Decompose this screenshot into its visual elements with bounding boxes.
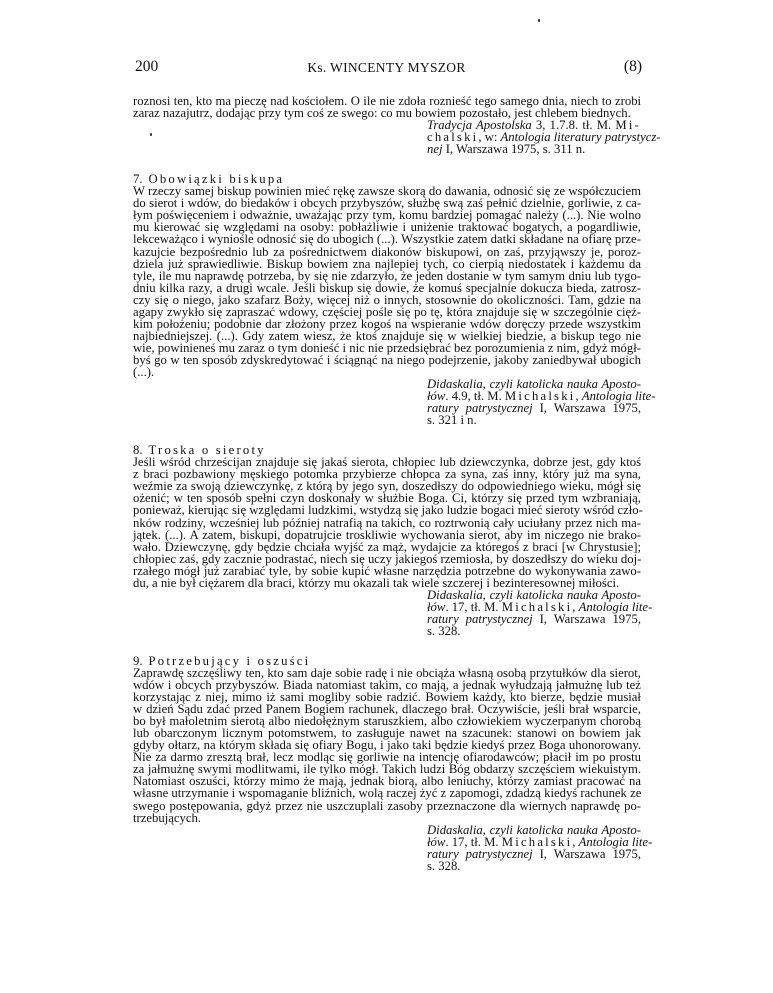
- text-line: kazujcie bezpośrednio lub za pośrednictwem diakonów biskupowi, on zaś, przyjąwszy je, poroz-: [133, 244, 641, 259]
- text-line: wdów i obcych przybyszów. Biada natomiast takim, co mają, a jednak wyłudzają jałmużnę lub też: [133, 678, 641, 693]
- citation-segment: I, Warszawa 1975,: [532, 846, 642, 861]
- text-line: lub obarczonym licznym potomstwem, to zasługuje nawet na szacunek: stanowi on bowiem jak: [133, 726, 641, 741]
- text-line: najbiedniejszej. (...). Gdy zatem wiesz, że ktoś znajduje się w wielkiej biedzie, a biskup tego nie: [133, 328, 641, 343]
- text-line: nków rodziny, wcześniej lub później natrafią na takich, co roztrwonią cały uciułany przez nich ma-: [133, 515, 641, 530]
- text-line: byś go w ten sposób zdyskredytować i ściągnąć na niego podejrzenie, jakoby zaniedbywał ubogich: [133, 352, 641, 367]
- text-line: du, a nie był ciężarem dla braci, którzy mu okazali tak wiele szczerej i bezinteresownej miłości.: [133, 575, 620, 590]
- citation-segment: Antologia lite-: [581, 389, 656, 404]
- text-line: korzystając z niej, mimo iż sami mogliby sobie radzić. Bowiem każdy, kto bierze, będzie musiał: [133, 690, 641, 705]
- section-heading-number: 7.: [133, 172, 143, 187]
- citation-segment: Didaskalia, czyli katolicka nauka Aposto-: [427, 587, 641, 602]
- section-heading-title: Obowiązki biskupa: [148, 172, 285, 187]
- text-line: gdyby ołtarz, na którym składa się ofiary Bogu, i jako taki będzie kiedyś przez Boga uhonorowany.: [133, 738, 642, 753]
- citation-segment: s. 321 i n.: [427, 413, 477, 428]
- citation-segment: chalski: [427, 130, 479, 145]
- text-line: W rzeczy samej biskup powinien mieć rękę zawsze skorą do dawania, odnosić się ze współczuciem: [133, 184, 641, 199]
- text-line: chłopiec zaś, gdy zacznie podrastać, niech się uczy jakiegoś rzemiosła, by doszedłszy do wieku doj-: [133, 551, 642, 566]
- citation-segment: , w:: [478, 130, 501, 145]
- citation: [427, 822, 653, 873]
- text-line: bo był małoletnim sierotą albo niedołężnym staruszkiem, albo człowiekiem wyczerpanym chorobą: [133, 714, 641, 729]
- scan-speck: [538, 19, 540, 22]
- paragraph: [133, 185, 641, 378]
- section-heading-title: Potrzebujący i oszuści: [148, 653, 311, 668]
- citation-segment: Didaskalia, czyli katolicka nauka Aposto-: [427, 822, 641, 837]
- text-line: dniu kilka razy, a drugi wcale. Jeśli biskup się dowie, że komuś specjalnie dokucza bieda, zatrosz-: [133, 280, 642, 295]
- text-line: swego postępowania, gdyż przez nie uszczuplali zasoby przeznaczone dla wiernych naprawdę po-: [133, 798, 642, 813]
- citation-segment: Michalski: [504, 389, 576, 404]
- page-body: [133, 94, 661, 873]
- citation-segment: ,: [572, 599, 579, 614]
- text-line: ponieważ, kierując się względami ludzkimi, wstydzą się jako ludzie bogaci mieć sieroty wśród czło-: [133, 503, 643, 518]
- text-line: Jeśli wśród chrześcijan znajduje się jakaś sierota, chłopiec lub dziewczynka, dobrze jest, gdy ktoś: [133, 455, 642, 470]
- citation: [427, 587, 653, 638]
- citation-segment: . 17, tł. M.: [445, 599, 502, 614]
- citation-segment: Antologia lite-: [578, 599, 653, 614]
- text-line: czy się o niego, jako szafarz Boży, więcej niż o innych, stosownie do okoliczności. Tam, gdzie na: [133, 292, 641, 307]
- text-line: do sierot i wdów, do biedaków i obcych przybyszów, służbę swą zaś pełnić dzielnie, gorliwie, z ca-: [133, 196, 642, 211]
- citation-line: [427, 625, 641, 637]
- citation-segment: Michalski: [501, 599, 573, 614]
- citation-segment: łów: [427, 599, 446, 614]
- text-line: własne utrzymanie i wspomaganie bliźnich, wolą raczej żyć z zapomogi, zdadzą kiedyś rachunek ze: [133, 786, 642, 801]
- citation-segment: ,: [575, 389, 582, 404]
- text-line: trzebujących.: [133, 810, 201, 825]
- citation-segment: . 4.9, tł. M.: [445, 389, 505, 404]
- text-line: zaraz nazajutrz, dodając przy tym coś ze swego: co mu bowiem pozostało, jest chlebem biednych.: [133, 106, 631, 121]
- citation-segment: Didaskalia, czyli katolicka nauka Aposto-: [427, 377, 641, 392]
- citation-segment: ,: [572, 834, 579, 849]
- citation: [427, 118, 661, 157]
- text-line: agapy zwykło się zapraszać wdowy, częściej pośle się po tę, która znajduje się w szczególnie cięż-: [133, 304, 641, 319]
- citation-segment: s. 328.: [427, 858, 461, 873]
- citation-line: [427, 414, 641, 426]
- citation-segment: ratury patrystycznej: [427, 846, 533, 861]
- text-line: dziela już sprawiedliwie. Biskup bowiem zna najlepiej tych, co cierpią niedostatek i każdemu da: [133, 256, 642, 271]
- citation-segment: Antologia lite-: [578, 834, 653, 849]
- running-title: Ks. WINCENTY MYSZOR: [307, 60, 466, 75]
- page-number: 200: [135, 58, 159, 75]
- text-line: kim położeniu; podobnie dar złożony przez kogoś na wspieranie wdów doręczy przede wszystkim: [133, 316, 642, 331]
- citation-segment: nej: [427, 142, 443, 157]
- citation-segment: Antologia literatury patrystycz-: [500, 130, 661, 145]
- citation-segment: . 17, tł. M.: [445, 834, 502, 849]
- citation-segment: I, Warszawa 1975,: [532, 401, 642, 416]
- text-line: za jałmużnę swymi modlitwami, ile tylko mógł. Takich ludzi Bóg obdarzy szczęściem wiekuistym.: [133, 762, 642, 777]
- text-line: lekceważąco i wyniośle odnosić się do ubogich (...). Wszystkie zatem datki składane na ofiarę prze-: [133, 232, 641, 247]
- text-line: (...).: [133, 364, 155, 379]
- text-line: w dzień Sądu zdać przed Panem Bogiem rachunek, dlaczego brał. Oczywiście, jeśli brał wsparcie,: [133, 702, 641, 717]
- citation-segment: 3, 1.7.8. tł. M.: [531, 118, 616, 133]
- section-heading-title: Troska o sieroty: [148, 443, 266, 458]
- text-line: Nie za darmo zresztą brał, lecz modląc się gorliwie na intencję ofiarodawców; płacił im po prostu: [133, 750, 642, 765]
- text-line: ożenić; w ten sposób spełni czyn doskonały w służbie Boga. Ci, którzy się przed tym wzbraniają,: [133, 491, 641, 506]
- text-line: tyle, ile mu naprawdę potrzeba, by się nie zdarzyło, że jeden dostanie w tym samym dniu lub tygo-: [133, 268, 642, 283]
- citation-segment: ratury patrystycznej: [427, 401, 533, 416]
- citation: [427, 377, 656, 428]
- text-line: wie, powinieneś mu zaraz o tym donieść i nic nie przedsiębrać bez porozumienia z nim, gdyż mógł-: [133, 340, 641, 355]
- text-line: rzałego mógł już zarabiać tyle, by sobie kupić własne narzędzia potrzebne do wykonywania zawo-: [133, 563, 641, 578]
- paragraph: [133, 667, 641, 824]
- citation-segment: s. 328.: [427, 623, 461, 638]
- text-line: jątek. (...). A zatem, biskupi, dopatrujcie troskliwie wychowania sierot, aby im niczego nie brako-: [133, 527, 642, 542]
- citation-segment: łów: [427, 834, 446, 849]
- citation-segment: I, Warszawa 1975, s. 311 n.: [442, 142, 586, 157]
- text-line: Natomiast oszuści, którzy mimo że mają, jednak biorą, albo leniuchy, którzy zamiast pracować na: [133, 774, 641, 789]
- text-line: łym poświęceniem i odważnie, uważając przy tym, komu bardziej pomagać należy (...). Nie wolno: [133, 208, 641, 223]
- text-line: mu kierować się względami na osoby: pobłażliwie i uniżenie traktować bogatych, a pogardliwie,: [133, 220, 641, 235]
- citation-line: [427, 143, 641, 155]
- text-line: weźmie za swoją dziewczynkę, z którą by jego syn, doszedłszy do odpowiedniego wieku, mógł się: [133, 479, 641, 494]
- citation-segment: Michalski: [501, 834, 573, 849]
- citation-segment: ratury patrystycznej: [427, 611, 533, 626]
- citation-segment: Tradycja Apostolska: [427, 118, 532, 133]
- text-line: wało. Dziewczynę, gdy będzie chciała wyjść za mąż, wydajcie za któregoś z braci [w Chrystusie];: [133, 539, 641, 554]
- citation-segment: łów: [427, 389, 446, 404]
- citation-segment: I, Warszawa 1975,: [532, 611, 642, 626]
- paragraph: [133, 95, 641, 119]
- text-line: Zaprawdę szczęśliwy ten, kto sam daje sobie radę i nie obciąża własną osobą przytułków dla sierot,: [133, 666, 641, 681]
- section-number: (8): [623, 58, 642, 75]
- section-heading-number: 8.: [133, 443, 143, 458]
- text-line: roznosi ten, kto ma pieczę nad kościołem. O ile nie zdoła roznieść tego samego dnia, niech to zrobi: [133, 94, 642, 108]
- text-line: z braci pozbawiony męskiego potomka przybierze chłopca za syna, zaś inny, który już ma syna,: [133, 467, 641, 482]
- citation-segment: Mi-: [615, 118, 641, 133]
- section-heading-number: 9.: [133, 653, 143, 668]
- citation-line: [427, 860, 641, 872]
- paragraph: [133, 456, 641, 589]
